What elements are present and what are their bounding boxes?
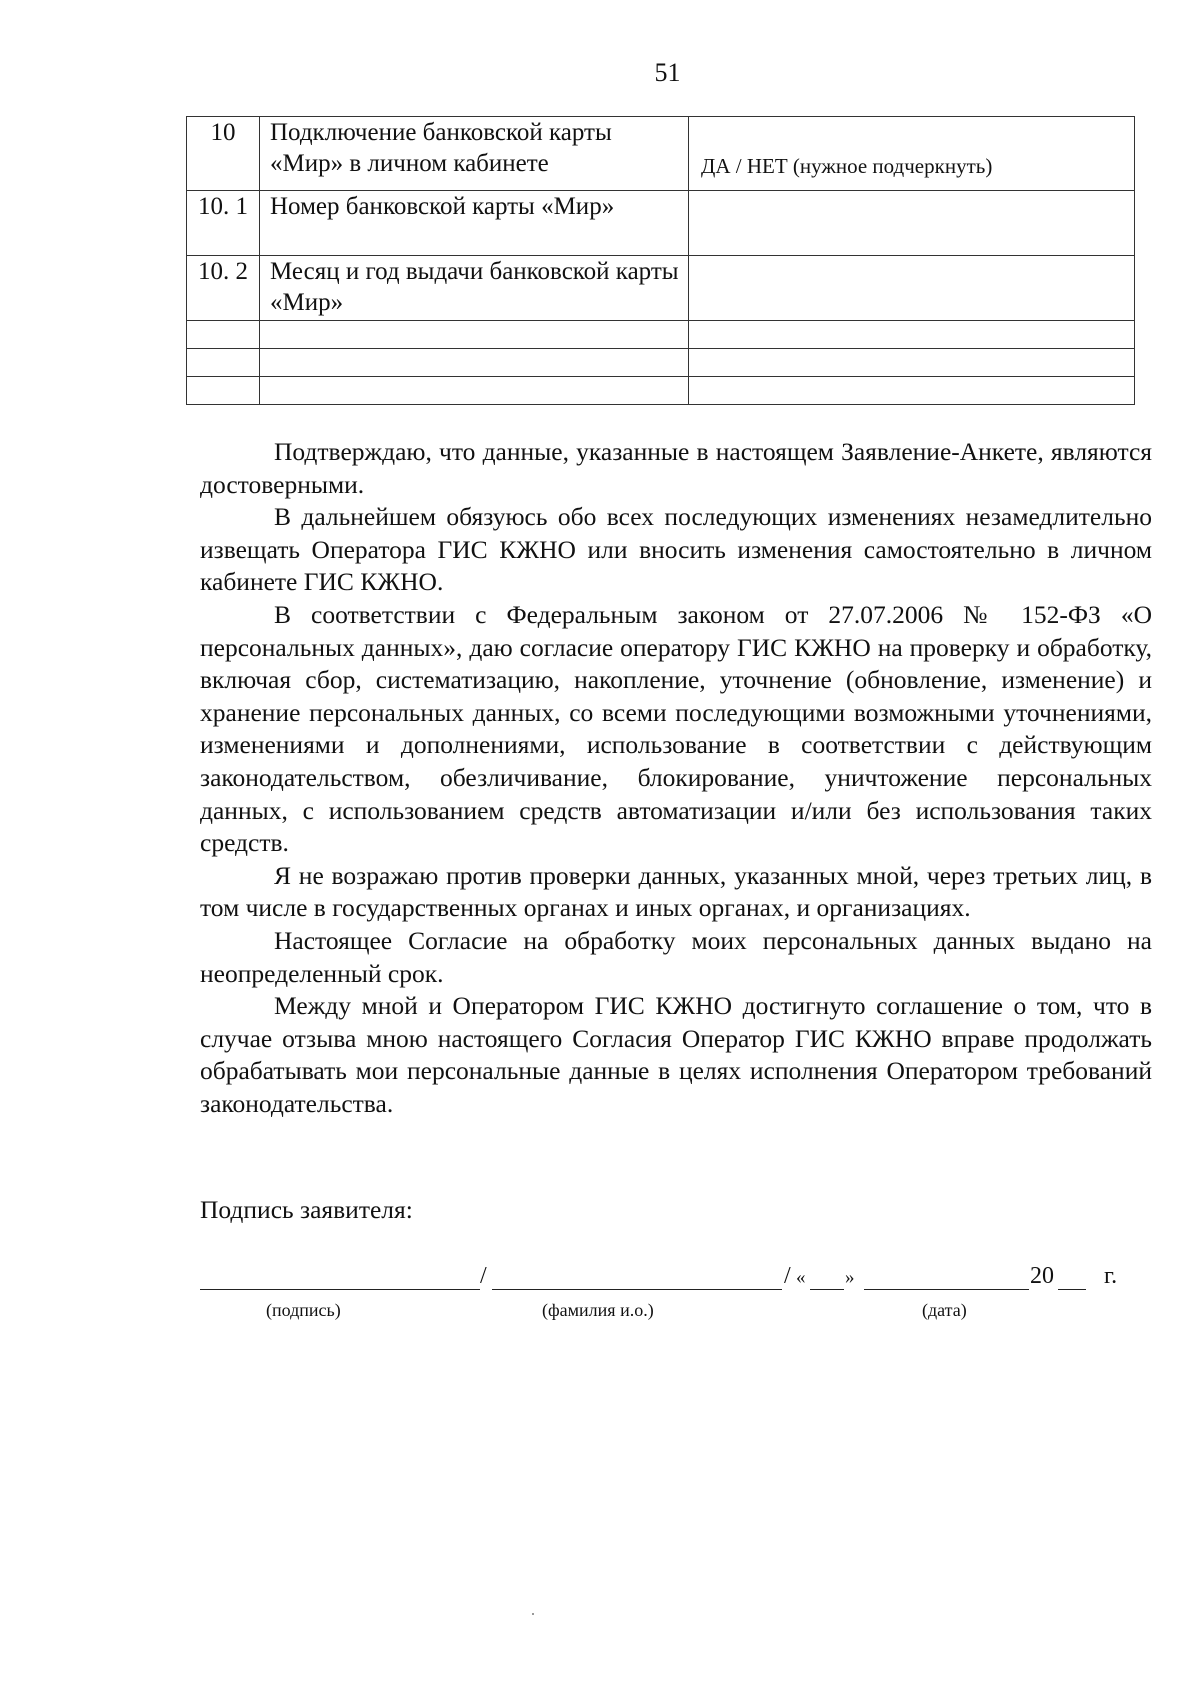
row-number: 10. 2 bbox=[187, 256, 260, 321]
quote-close: » bbox=[845, 1267, 855, 1288]
caption-name: (фамилия и.о.) bbox=[542, 1300, 654, 1320]
row-label: Подключение банковской карты «Мир» в личном кабинете bbox=[260, 117, 689, 191]
row-number: 10. 1 bbox=[187, 191, 260, 256]
table-row bbox=[187, 191, 1135, 256]
separator-slash: / bbox=[480, 1263, 487, 1289]
signature-blank[interactable] bbox=[200, 1287, 480, 1290]
row-answer-empty bbox=[689, 191, 1135, 256]
month-blank[interactable] bbox=[864, 1287, 1029, 1290]
paragraph: Я не возражаю против проверки данных, указанных мной, через третьих лиц, в том числе в государственных органах и иных органах, и организациях. bbox=[200, 860, 1152, 923]
year-blank[interactable] bbox=[1058, 1287, 1086, 1290]
row-label: Месяц и год выдачи банковской карты «Мир» bbox=[260, 256, 689, 321]
table-row bbox=[187, 256, 1135, 321]
quote-open: « bbox=[796, 1267, 806, 1288]
empty-row bbox=[187, 321, 1135, 349]
scan-speck bbox=[532, 1613, 534, 1615]
empty-row bbox=[187, 377, 1135, 405]
year-prefix: 20 bbox=[1030, 1263, 1054, 1289]
paragraph: Подтверждаю, что данные, указанные в настоящем Заявление-Анкете, являются достоверными. bbox=[200, 437, 1152, 499]
row-label: Номер банковской карты «Мир» bbox=[260, 191, 689, 256]
table-row bbox=[187, 117, 1135, 191]
application-table bbox=[186, 116, 1135, 405]
caption-signature: (подпись) bbox=[266, 1300, 341, 1320]
signature-captions bbox=[200, 1300, 1130, 1324]
separator-slash: / bbox=[784, 1263, 791, 1289]
row-answer-empty bbox=[689, 256, 1135, 321]
consent-text bbox=[200, 436, 1152, 1120]
row-number: 10 bbox=[187, 117, 260, 191]
name-blank[interactable] bbox=[492, 1287, 782, 1290]
paragraph: В соответствии с Федеральным законом от 27.07.2006 № 152-ФЗ «О персональных данных», даю согласие оператору ГИС КЖНО на проверку и обработку, включая сбор, систематизацию, накопление, уточнение (обновление, изменение) и хранение персональных данных, со всеми последующими возможными уточнениями, изменениями и дополнениями, использование в соответствии с действующим законодательством, обезличивание, блокирование, уничтожение персональных данных, с использованием средств автоматизации и/или без использования таких средств. bbox=[200, 599, 1152, 858]
paragraph: Настоящее Согласие на обработку моих персональных данных выдано на неопределенный срок. bbox=[200, 925, 1152, 988]
year-suffix: г. bbox=[1104, 1263, 1118, 1289]
day-blank[interactable] bbox=[810, 1287, 844, 1290]
paragraph: В дальнейшем обязуюсь обо всех последующих изменениях незамедлительно извещать Оператора ГИС КЖНО или вносить изменения самостоятельно в личном кабинете ГИС КЖНО. bbox=[200, 502, 1152, 597]
row-answer: ДА / НЕТ (нужное подчеркнуть) bbox=[689, 117, 1135, 191]
page-number: 51 bbox=[654, 58, 681, 87]
empty-row bbox=[187, 349, 1135, 377]
caption-date: (дата) bbox=[922, 1300, 967, 1320]
paragraph: Между мной и Оператором ГИС КЖНО достигнуто соглашение о том, что в случае отзыва мною настоящего Согласия Оператор ГИС КЖНО вправе продолжать обрабатывать мои персональные данные в целях исполнения Оператором требований законодательства. bbox=[200, 991, 1152, 1118]
signature-title: Подпись заявителя: bbox=[200, 1195, 413, 1224]
signature-line bbox=[200, 1256, 1130, 1296]
